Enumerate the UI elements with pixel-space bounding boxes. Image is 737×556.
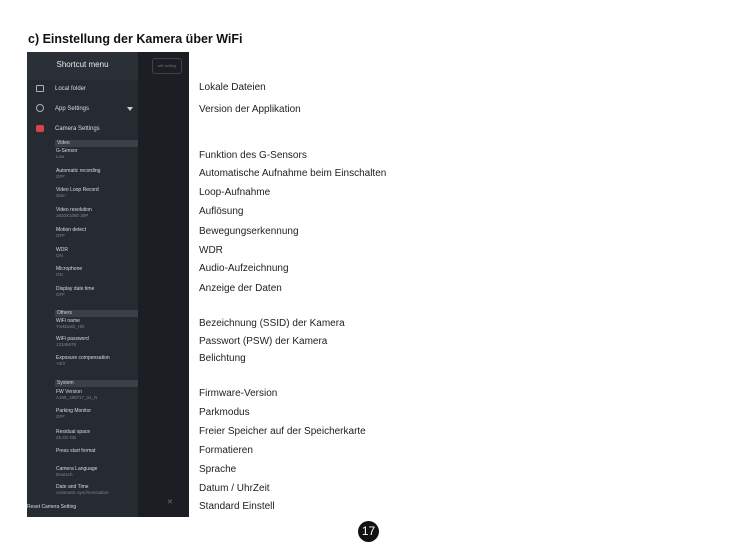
setting-parking-monitor[interactable] bbox=[56, 408, 138, 420]
nav-label: Local folder bbox=[55, 86, 87, 92]
caret-down-icon bbox=[127, 107, 133, 111]
setting-name: WiFi password bbox=[56, 336, 89, 342]
setting-name: WDR bbox=[56, 247, 68, 253]
section-heading: c) Einstellung der Kamera über WiFi bbox=[28, 32, 243, 46]
setting-value: 12345678 bbox=[56, 342, 77, 347]
setting-name: Motion detect bbox=[56, 227, 87, 233]
setting-format[interactable] bbox=[56, 448, 138, 454]
shortcut-drawer bbox=[27, 52, 138, 517]
label-date-display: Anzeige der Daten bbox=[199, 283, 282, 294]
label-ssid: Bezeichnung (SSID) der Kamera bbox=[199, 318, 345, 329]
section-system: System bbox=[55, 380, 138, 387]
setting-name: Video resolution bbox=[56, 207, 92, 213]
setting-loop-record[interactable] bbox=[56, 187, 138, 199]
setting-automatic-recording[interactable] bbox=[56, 168, 138, 180]
setting-reset-camera[interactable] bbox=[27, 504, 109, 510]
label-resolution: Auflösung bbox=[199, 206, 244, 217]
setting-value: 3min bbox=[56, 193, 66, 198]
setting-residual-space[interactable] bbox=[56, 429, 138, 441]
setting-name: Microphone bbox=[56, 266, 83, 272]
setting-name: Residual space bbox=[56, 429, 91, 435]
app-screenshot bbox=[27, 52, 189, 517]
setting-wifi-password[interactable] bbox=[56, 336, 138, 348]
setting-name: Camera Language bbox=[56, 466, 98, 472]
nav-app-settings[interactable] bbox=[27, 100, 138, 118]
setting-value: Automatic synchronization bbox=[56, 490, 109, 495]
setting-value: +0/3 bbox=[56, 361, 65, 366]
label-app-version: Version der Applikation bbox=[199, 104, 301, 115]
label-format: Formatieren bbox=[199, 445, 253, 456]
label-audio: Audio-Aufzeichnung bbox=[199, 263, 289, 274]
section-others: Others bbox=[55, 310, 138, 317]
label-password: Passwort (PSW) der Kamera bbox=[199, 336, 328, 347]
nav-label: App Settings bbox=[55, 106, 90, 112]
label-parking: Parkmodus bbox=[199, 407, 250, 418]
setting-name: Automatic recording bbox=[56, 168, 101, 174]
label-local-files: Lokale Dateien bbox=[199, 82, 266, 93]
setting-value: ON bbox=[56, 272, 63, 277]
label-exposure: Belichtung bbox=[199, 353, 246, 364]
setting-value: Low bbox=[56, 154, 65, 159]
setting-name: Press start format bbox=[56, 448, 96, 454]
label-language: Sprache bbox=[199, 464, 237, 475]
setting-name: Parking Monitor bbox=[56, 408, 92, 414]
label-auto-recording: Automatische Aufnahme beim Einschalten bbox=[199, 168, 387, 179]
setting-wdr[interactable] bbox=[56, 247, 138, 259]
setting-microphone[interactable] bbox=[56, 266, 138, 278]
setting-display-date-time[interactable] bbox=[56, 286, 138, 298]
setting-name: WiFi name bbox=[56, 318, 80, 324]
label-g-sensor: Funktion des G-Sensors bbox=[199, 150, 307, 161]
setting-camera-language[interactable] bbox=[56, 466, 138, 478]
label-free-space: Freier Speicher auf der Speicherkarte bbox=[199, 426, 366, 437]
setting-exposure[interactable] bbox=[56, 355, 138, 367]
label-date-time: Datum / UhrZeit bbox=[199, 483, 270, 494]
setting-value: OFF bbox=[56, 292, 65, 297]
setting-value: TrekDash_HD bbox=[56, 324, 85, 329]
setting-value: A198_180717_01_N bbox=[56, 395, 98, 400]
section-video: Video bbox=[55, 140, 138, 147]
nav-local-folder[interactable] bbox=[27, 80, 138, 98]
camera-icon bbox=[36, 125, 44, 132]
setting-value: OFF bbox=[56, 233, 65, 238]
close-icon: ✕ bbox=[167, 499, 173, 506]
setting-value: ON bbox=[56, 253, 63, 258]
setting-value: 29.4G GB bbox=[56, 435, 77, 440]
setting-name: Display date time bbox=[56, 286, 95, 292]
label-wdr: WDR bbox=[199, 245, 223, 256]
folder-icon bbox=[36, 85, 44, 92]
setting-video-resolution[interactable] bbox=[56, 207, 138, 219]
label-firmware: Firmware-Version bbox=[199, 388, 278, 399]
setting-motion-detect[interactable] bbox=[56, 227, 138, 239]
setting-date-time[interactable] bbox=[56, 484, 138, 496]
label-loop-recording: Loop-Aufnahme bbox=[199, 187, 271, 198]
setting-name: G-Sensor bbox=[56, 148, 78, 154]
page-number: 17 bbox=[358, 521, 379, 542]
setting-fw-version[interactable] bbox=[56, 389, 138, 401]
setting-name: Date and Time bbox=[56, 484, 89, 490]
setting-g-sensor[interactable] bbox=[56, 148, 138, 160]
nav-label: Camera Settings bbox=[55, 126, 100, 132]
setting-name: Exposure compensation bbox=[56, 355, 110, 361]
setting-wifi-name[interactable] bbox=[56, 318, 138, 330]
setting-value: Deutsch bbox=[56, 472, 73, 477]
setting-value: OFF bbox=[56, 414, 65, 419]
label-motion-detect: Bewegungserkennung bbox=[199, 226, 299, 237]
setting-name: Video Loop Record bbox=[56, 187, 99, 193]
right-tab: wifi setting bbox=[152, 58, 182, 74]
setting-name: FW Version bbox=[56, 389, 82, 395]
label-reset: Standard Einstell bbox=[199, 501, 275, 512]
setting-value: 1920X1080 30P bbox=[56, 213, 89, 218]
setting-name: Reset Camera Setting bbox=[27, 504, 77, 510]
nav-camera-settings[interactable] bbox=[27, 120, 138, 138]
gear-icon bbox=[36, 104, 44, 112]
setting-value: OFF bbox=[56, 174, 65, 179]
drawer-title: Shortcut menu bbox=[27, 52, 138, 80]
